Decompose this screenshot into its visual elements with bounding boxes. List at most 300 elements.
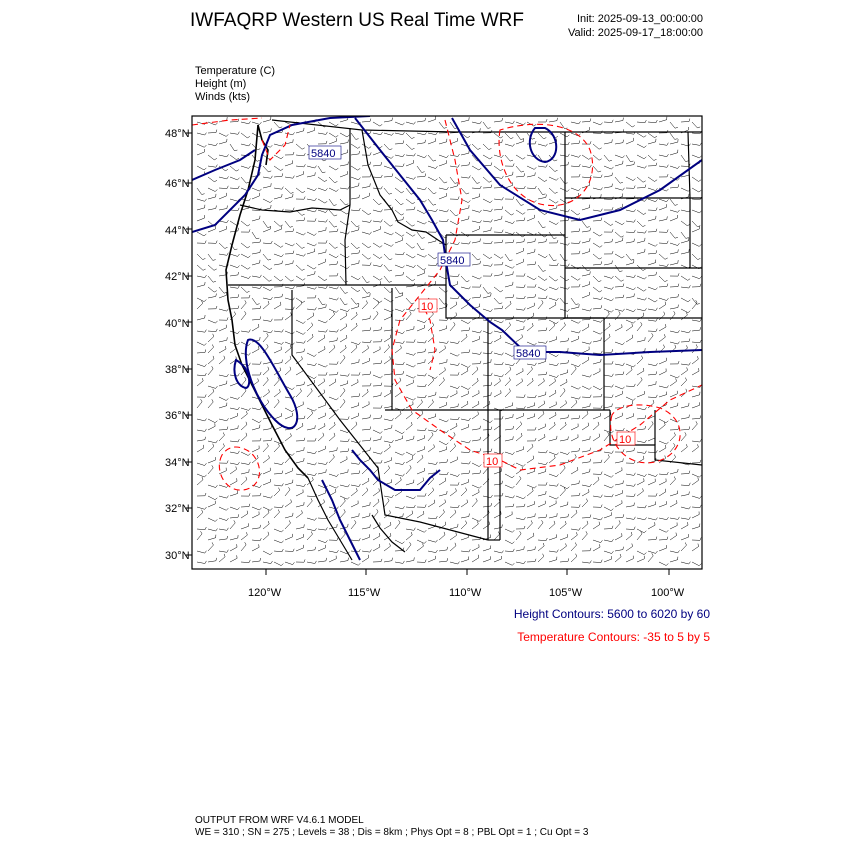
wind-barb [318,462,327,465]
wind-barb [483,546,491,552]
wind-barb [593,338,601,343]
wind-barb [659,369,666,376]
wind-barb [593,406,602,409]
wind-barb [307,463,317,465]
wind-barb [626,527,635,530]
wind-barb [483,392,491,397]
wind-barb [571,188,581,191]
wind-barb [241,265,250,269]
wind-barb [351,422,357,430]
wind-barb [340,210,349,214]
wind-barb [208,287,217,292]
wind-barb [516,122,526,125]
wind-barb [461,327,470,331]
wind-barb [263,532,269,540]
wind-barb [637,120,646,123]
wind-barb [362,287,370,293]
wind-barb [252,362,261,365]
wind-barb [373,243,382,247]
wind-barb [274,122,282,128]
wind-barb [263,176,272,179]
wind-barb [505,254,513,261]
wind-barb [516,285,525,288]
wind-barb [538,491,546,496]
wind-barb [274,399,279,408]
wind-barb [648,163,657,166]
wind-barb [406,456,413,463]
wind-barb [692,356,698,364]
wind-barb [428,392,436,397]
lat-label: 36°N [165,410,190,422]
wind-barb [241,311,246,320]
wind-barb [208,356,214,364]
wind-barb [307,438,316,441]
wind-barb [472,210,482,212]
wind-barb [384,558,393,562]
wind-barb [461,488,467,496]
wind-barb [483,199,492,203]
wind-barb [274,302,281,309]
wind-barb [197,215,204,221]
wind-barb [461,350,470,354]
wind-barb [351,359,359,364]
wind-barb [538,501,545,507]
wind-barb [428,429,438,432]
wind-barb [230,451,239,454]
wind-barb [329,372,338,375]
wind-barb [219,292,227,298]
wind-barb [461,386,470,390]
wind-barb [406,243,415,248]
wind-barb [417,118,426,122]
wind-barb [373,347,380,354]
wind-barb [351,372,360,375]
wind-barb [351,287,360,292]
wind-barb [439,160,447,166]
wind-barb [285,176,294,179]
wind-barb [648,553,653,562]
wind-barb [285,243,295,246]
wind-barb [329,345,335,353]
wind-barb [384,327,393,331]
wind-barb [604,309,614,312]
wind-barb [505,512,512,519]
wind-barb [219,154,229,156]
wind-barb [461,549,470,552]
wind-barb [593,544,600,551]
wind-barb [285,367,291,375]
wind-barb [329,298,339,300]
wind-barb [461,461,470,464]
wind-barb [604,155,612,161]
wind-barb [241,504,250,507]
wind-barb [604,287,614,289]
wind-barb [197,199,207,201]
wind-barb [219,374,229,377]
wind-barb [296,128,304,133]
wind-barb [340,265,349,269]
wind-barb [274,155,283,159]
wind-barb [659,276,668,282]
wind-barb [615,311,620,320]
wind-barb [450,154,460,157]
wind-barb [296,389,302,398]
wind-barb [340,439,349,442]
wind-barb [285,312,291,320]
wind-barb [208,386,218,388]
wind-barb [263,455,269,463]
wind-barb [296,545,303,551]
wind-barb [329,538,338,541]
wind-barb [439,491,447,496]
wind-barb [637,517,647,519]
wind-barb [560,452,570,455]
wind-barb [659,445,666,452]
wind-barb [263,287,272,291]
wind-barb [670,342,680,344]
wind-barb [285,408,294,412]
wind-barb [219,356,225,364]
wind-barb [637,308,647,311]
wind-barb [197,419,207,421]
wind-barb [208,276,216,282]
wind-barb [340,187,349,190]
wind-barb [208,518,217,521]
init-time: Init: 2025-09-13_00:00:00 [577,13,703,25]
wind-barb [197,395,206,398]
wind-barb [670,249,678,254]
wind-barb [285,433,291,441]
wind-barb [428,540,438,542]
wind-barb [197,364,207,367]
wind-barb [274,329,283,332]
wind-barb [263,221,271,228]
wind-barb [296,265,305,270]
wind-barb [494,320,504,323]
wind-barb [692,368,699,375]
wind-barb [483,209,492,212]
wind-barb [582,119,591,123]
wind-barb [329,229,338,232]
wind-barb [659,334,665,342]
wind-barb [692,276,702,279]
wind-barb [648,177,657,182]
wind-barb [494,287,503,292]
wind-barb [406,353,416,355]
wind-barb [318,402,326,408]
wind-barb [549,422,555,430]
wind-barb [516,531,521,540]
wind-barb [439,500,446,508]
wind-barb [483,155,492,159]
wind-barb [549,496,559,499]
wind-barbs [197,116,702,565]
wind-barb [373,132,383,135]
wind-barb [395,237,403,243]
wind-barb [472,261,481,265]
wind-barb [505,367,511,375]
wind-barb [560,460,569,463]
wind-barb [241,493,250,496]
wind-barb [593,232,602,236]
wind-barb [296,254,306,256]
wind-barb [681,119,690,122]
wind-barb [241,462,250,465]
wind-barb [274,505,283,508]
wind-barb [274,562,283,566]
wind-barb [670,199,678,205]
wind-barb [604,485,614,488]
wind-barb [494,207,503,211]
wind-barb [208,329,217,332]
wind-barb [318,276,327,281]
wind-barb [472,544,479,551]
wind-barb [692,524,700,529]
wind-barb [219,317,228,320]
wind-barb [285,345,291,353]
wind-barb [197,477,203,485]
wind-barb [659,441,669,444]
wind-barb [593,331,602,334]
wind-barb [538,195,546,200]
wind-barb [637,144,646,148]
wind-barb [648,229,657,232]
wind-barb [197,166,206,170]
wind-barb [285,356,291,364]
wind-barb [615,140,624,144]
wind-barb [384,404,392,409]
wind-barb [615,500,622,507]
wind-barb [329,138,337,144]
wind-barb [208,206,216,211]
wind-barb [549,412,556,419]
wind-barb [538,520,543,529]
wind-barb [428,188,436,194]
wind-barb [505,232,515,234]
wind-barb [274,389,280,397]
wind-barb [483,264,492,267]
wind-barb [219,485,229,487]
wind-barb [549,550,558,553]
wind-barb [362,478,369,485]
wind-barb [285,298,295,300]
wind-barb [615,254,624,258]
wind-barb [351,379,358,386]
wind-barb [626,335,633,342]
wind-barb [637,488,643,496]
wind-barb [450,274,459,277]
wind-barb [582,484,592,487]
wind-barb [318,240,327,243]
wind-barb [472,121,482,124]
wind-barb [560,502,568,507]
lat-label: 44°N [165,225,190,237]
wind-barb [670,469,678,474]
wind-barb [252,346,259,353]
wind-barb [318,141,327,144]
wind-barb [692,474,701,477]
wind-barb [626,484,635,487]
wind-barb [340,531,345,540]
wind-barb [670,184,679,188]
wind-barb [208,399,213,408]
wind-barb [384,495,394,498]
temp-label: 10 [421,301,434,313]
wind-barb [527,262,536,266]
wind-barb [571,284,580,287]
wind-barb [648,319,657,322]
wind-barb [648,243,657,246]
wind-barb [318,166,325,173]
wind-barb [659,529,668,532]
wind-barb [351,501,358,507]
wind-barb [571,251,580,254]
wind-barb [230,294,239,298]
wind-barb [362,276,370,283]
wind-barb [582,249,590,255]
wind-barb [593,209,602,212]
wind-barb [263,128,271,133]
wind-barb [670,523,677,530]
wind-barb [384,522,391,529]
wind-barb [626,413,634,419]
wind-barb [197,144,206,147]
wind-barb [593,522,600,529]
wind-barb [516,379,523,387]
wind-barb [252,260,260,265]
wind-barb [263,183,271,188]
wind-barb [648,199,658,202]
wind-barb [505,504,514,507]
wind-barb [648,120,657,123]
wind-barb [241,287,250,293]
wind-barb [692,344,697,353]
wind-barb [626,503,634,507]
wind-barb [230,272,239,276]
wind-barb [406,465,411,474]
wind-barb [285,139,293,144]
wind-barb [417,320,427,323]
wind-barb [604,374,613,377]
wind-barb [373,339,382,342]
wind-barb [670,391,677,397]
wind-barb [461,479,469,485]
wind-barb [395,345,401,353]
wind-barb [472,294,481,298]
wind-barb [406,265,416,268]
wind-barb [351,403,359,409]
wind-barb [428,229,437,232]
wind-barb [241,121,251,124]
wind-barb [681,483,690,486]
wind-barb [395,452,405,455]
wind-barb [197,378,203,386]
wind-barb [406,232,415,236]
wind-barb [362,254,371,259]
wind-barb [582,548,591,551]
wind-barb [428,209,438,212]
wind-barb [571,400,577,408]
wind-barb [593,386,602,390]
wind-barb [340,171,348,177]
wind-barb [362,119,371,122]
wind-barb [417,265,426,270]
wind-barb [197,551,207,553]
wind-barb [230,228,239,232]
wind-barb [241,422,247,430]
wind-barb [549,402,556,408]
wind-barb [362,415,371,419]
wind-barb [285,152,294,155]
wind-barb [296,438,305,441]
wind-barb [428,155,436,161]
wind-barb [296,502,304,507]
wind-barb [593,122,603,125]
wind-barb [307,561,316,564]
wind-barb [263,496,273,498]
wind-barb [208,366,213,375]
wind-barb [472,485,481,488]
wind-barb [285,513,293,518]
wind-barb [351,342,361,345]
wind-barb [450,488,456,496]
wind-barb [505,240,514,243]
wind-barb [692,210,702,213]
wind-barb [197,510,203,518]
wind-barb [274,342,284,344]
wind-barb [604,526,613,529]
wind-barb [318,259,325,265]
wind-barb [582,357,589,364]
wind-barb [681,427,690,431]
wind-barb [340,558,349,562]
wind-barb [472,276,482,279]
wind-barb [395,154,405,157]
wind-barb [208,444,214,452]
wind-barb [373,499,379,507]
wind-barb [670,427,679,430]
wind-barb [439,326,447,332]
wind-barb [692,496,702,498]
map-border [192,116,702,569]
wind-barb [373,298,382,303]
wind-barb [560,422,566,430]
wind-barb [472,352,481,355]
wind-barb [296,423,303,430]
wind-barb [252,512,259,519]
wind-barb [527,367,533,376]
latitude-labels [165,128,190,562]
wind-barb [241,295,250,298]
wind-barb [648,260,656,265]
wind-barb [208,419,217,423]
wind-barb [285,499,292,507]
wind-barb [637,356,643,364]
wind-barb [472,166,481,170]
wind-barb [494,353,504,356]
wind-barb [483,185,492,188]
wind-barb [505,562,514,565]
wind-barb [197,474,207,477]
wind-barb [417,349,426,353]
wind-barb [516,368,523,375]
wind-barb [406,557,414,562]
wind-barb [219,397,228,401]
lat-label: 34°N [165,457,190,469]
wind-barb [263,426,272,430]
wind-barb [582,499,588,507]
wind-barb [373,301,379,309]
